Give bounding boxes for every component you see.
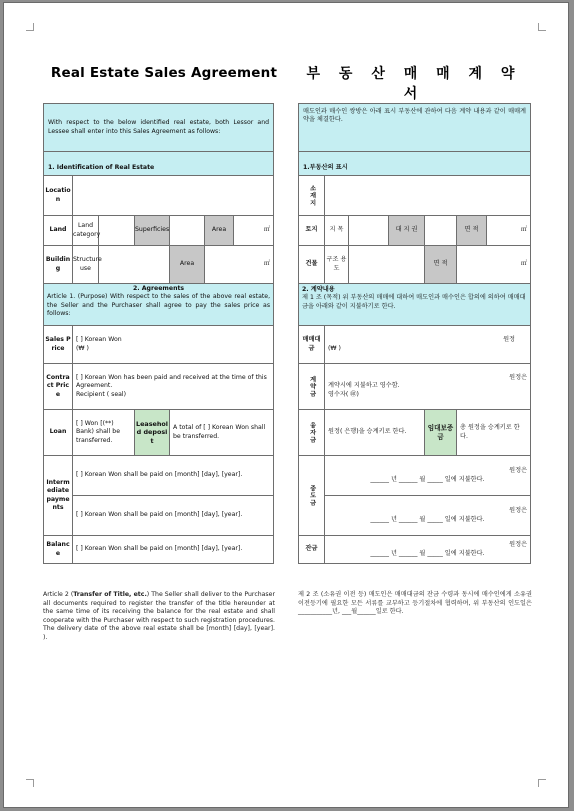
ko-intro: 매도인과 매수인 쌍방은 아래 표시 부동산에 관하여 다음 계약 내용과 같이 매매계약을 체결한다. xyxy=(299,104,531,152)
ko-section-identification: 1.부동산의 표시 xyxy=(299,152,531,176)
ko-lease-deposit-field[interactable]: 총 원정을 승계키로 한다. xyxy=(457,410,531,456)
en-land-label: Land xyxy=(44,216,73,246)
en-loan-field[interactable]: [ ] Won [(**) Bank) shall be transferred. xyxy=(73,410,135,456)
ko-contract-unit: 원정은 xyxy=(509,373,528,381)
ko-sales-price-label: 매매대금 xyxy=(299,326,325,364)
en-sales-price-field[interactable] xyxy=(73,326,274,364)
ko-land-area-label: 면 적 xyxy=(457,216,487,246)
en-superficies-label: Superficies xyxy=(135,216,170,246)
en-land-category-label: Land category xyxy=(73,216,99,246)
ko-financing-field[interactable]: 원정( 은행)을 승계키로 한다. xyxy=(325,410,425,456)
ko-building-area-label: 면 적 xyxy=(425,246,457,284)
ko-intermediate-line-1: ______ 년 ______ 월 _____ 일에 지불한다. xyxy=(370,475,485,483)
crop-mark-top-right xyxy=(538,23,546,31)
crop-mark-bottom-left xyxy=(26,779,34,787)
ko-agreements-cell xyxy=(299,284,531,326)
en-structure-use-label: Structure use xyxy=(73,246,99,284)
en-agreements-cell xyxy=(44,284,274,326)
en-article1: Article 1. (Purpose) With respect to the sales of the above real estate, the Seller and the Purchaser shall agree to pay the sales price as follows: xyxy=(47,293,271,318)
ko-intermediate-label: 중도금 xyxy=(299,456,325,536)
en-building-label: Building xyxy=(44,246,73,284)
ko-building-area-unit[interactable]: ㎡ xyxy=(457,246,531,284)
title-korean: 부 동 산 매 매 계 약 서 xyxy=(306,66,522,102)
en-sales-price-line2: (₩ ) xyxy=(76,344,89,352)
en-article2: Article 2 (Transfer of Title, etc.) The Seller shall deliver to the Purchaser all documents required to register the transfer of the title hereunder at the same time of its receiving the balance for the real estate and shall cooperate with the Purchaser with respect to such registration procedures. The delivery date of the above real estate shall be [month] [day], [year]. ). xyxy=(43,591,276,641)
ko-sales-price-paren: (₩ ) xyxy=(328,344,341,352)
en-land-area-unit[interactable]: ㎡ xyxy=(234,216,274,246)
ko-land-category-field[interactable] xyxy=(349,216,389,246)
ko-balance-field[interactable] xyxy=(325,536,531,564)
en-location-label: Location xyxy=(44,176,73,216)
ko-location-label: 소재지 xyxy=(299,176,325,216)
english-agreement-table xyxy=(43,103,274,564)
ko-location-field[interactable] xyxy=(325,176,531,216)
en-leasehold-field[interactable]: A total of [ ] Korean Won shall be transferred. xyxy=(170,410,274,456)
title-english: Real Estate Sales Agreement xyxy=(50,65,278,81)
ko-section-agreements: 2. 계약내용 xyxy=(302,286,335,293)
en-sales-price-line1: [ ] Korean Won xyxy=(76,336,122,344)
en-leasehold-label: Leasehold deposit xyxy=(135,410,170,456)
ko-land-category-label: 지 목 xyxy=(325,216,349,246)
en-article2-heading: Transfer of Title, etc. xyxy=(73,591,147,598)
document-page xyxy=(3,2,569,808)
ko-financing-label: 융자금 xyxy=(299,410,325,456)
ko-intermediate-field-1[interactable] xyxy=(325,456,531,496)
ko-article1: 제 1 조 (목적) 위 부동산의 매매에 대하여 매도인과 매수인은 합의에 의하여 매매대금을 아래와 같이 지불하기로 한다. xyxy=(302,294,526,310)
ko-sales-price-field[interactable] xyxy=(325,326,531,364)
ko-balance-label: 잔금 xyxy=(299,536,325,564)
en-balance-label: Balance xyxy=(44,536,73,564)
en-building-area-unit[interactable]: ㎡ xyxy=(205,246,274,284)
ko-intermediate-unit-2: 원정은 xyxy=(509,507,528,515)
en-location-field[interactable] xyxy=(73,176,274,216)
en-sales-price-label: Sales Price xyxy=(44,326,73,364)
ko-superficies-field[interactable] xyxy=(425,216,457,246)
crop-mark-top-left xyxy=(26,23,34,31)
ko-structure-use-label: 구조 용도 xyxy=(325,246,349,284)
en-section-identification: 1. Identification of Real Estate xyxy=(44,152,274,176)
ko-land-area-unit[interactable]: ㎡ xyxy=(487,216,531,246)
ko-intermediate-line-2: ______ 년 ______ 월 _____ 일에 지불한다. xyxy=(370,515,485,523)
en-intermediate-field-2[interactable]: [ ] Korean Won shall be paid on [month] [day], [year]. xyxy=(73,496,274,536)
ko-land-label: 토지 xyxy=(299,216,325,246)
en-intermediate-label: Intermediate payments xyxy=(44,456,73,536)
ko-building-label: 건물 xyxy=(299,246,325,284)
en-section-agreements: 2. Agreements xyxy=(132,285,185,292)
ko-contract-field[interactable] xyxy=(325,364,531,410)
ko-contract-line2: 계약시에 지불하고 영수함. xyxy=(328,382,400,390)
ko-contract-line3: 영수자( ㊞) xyxy=(328,390,359,398)
korean-agreement-table xyxy=(298,103,531,564)
en-intermediate-field-1[interactable]: [ ] Korean Won shall be paid on [month] [day], [year]. xyxy=(73,456,274,496)
ko-superficies-label: 대 지 권 xyxy=(389,216,425,246)
ko-sales-price-unit: 원정 xyxy=(503,336,516,344)
en-contract-price-field[interactable] xyxy=(73,364,274,410)
ko-balance-unit: 원정은 xyxy=(509,541,528,549)
en-superficies-field[interactable] xyxy=(170,216,205,246)
en-balance-field[interactable]: [ ] Korean Won shall be paid on [month] [day], [year]. xyxy=(73,536,274,564)
en-contract-price-line1: [ ] Korean Won has been paid and received at the time of this Agreement. xyxy=(76,373,267,390)
ko-article2: 제 2 조 (소유권 이전 등) 매도인은 매매대금의 잔금 수령과 동시에 매수인에게 소유권이전등기에 필요한 모든 서류를 교부하고 등기절차에 협력하며, 위 부동산의 인도일은 ___________년, ___월______일로 한다. xyxy=(298,591,532,616)
ko-intermediate-field-2[interactable] xyxy=(325,496,531,536)
ko-lease-deposit-label: 임대보증금 xyxy=(425,410,457,456)
en-contract-price-line2: Recipient ( seal) xyxy=(76,390,127,398)
en-intro: With respect to the below identified real estate, both Lessor and Lessee shall enter into this Sales Agreement as follows: xyxy=(44,104,274,152)
en-structure-use-field[interactable] xyxy=(99,246,170,284)
ko-intermediate-unit-1: 원정은 xyxy=(509,467,528,475)
ko-contract-label: 계약금 xyxy=(299,364,325,410)
ko-balance-line: ______ 년 ______ 월 _____ 일에 지불한다. xyxy=(370,549,485,557)
en-contract-price-label: Contract Price xyxy=(44,364,73,410)
en-building-area-label: Area xyxy=(170,246,205,284)
en-land-category-field[interactable] xyxy=(99,216,135,246)
crop-mark-bottom-right xyxy=(538,779,546,787)
en-loan-label: Loan xyxy=(44,410,73,456)
ko-structure-use-field[interactable] xyxy=(349,246,425,284)
en-land-area-label: Area xyxy=(205,216,234,246)
